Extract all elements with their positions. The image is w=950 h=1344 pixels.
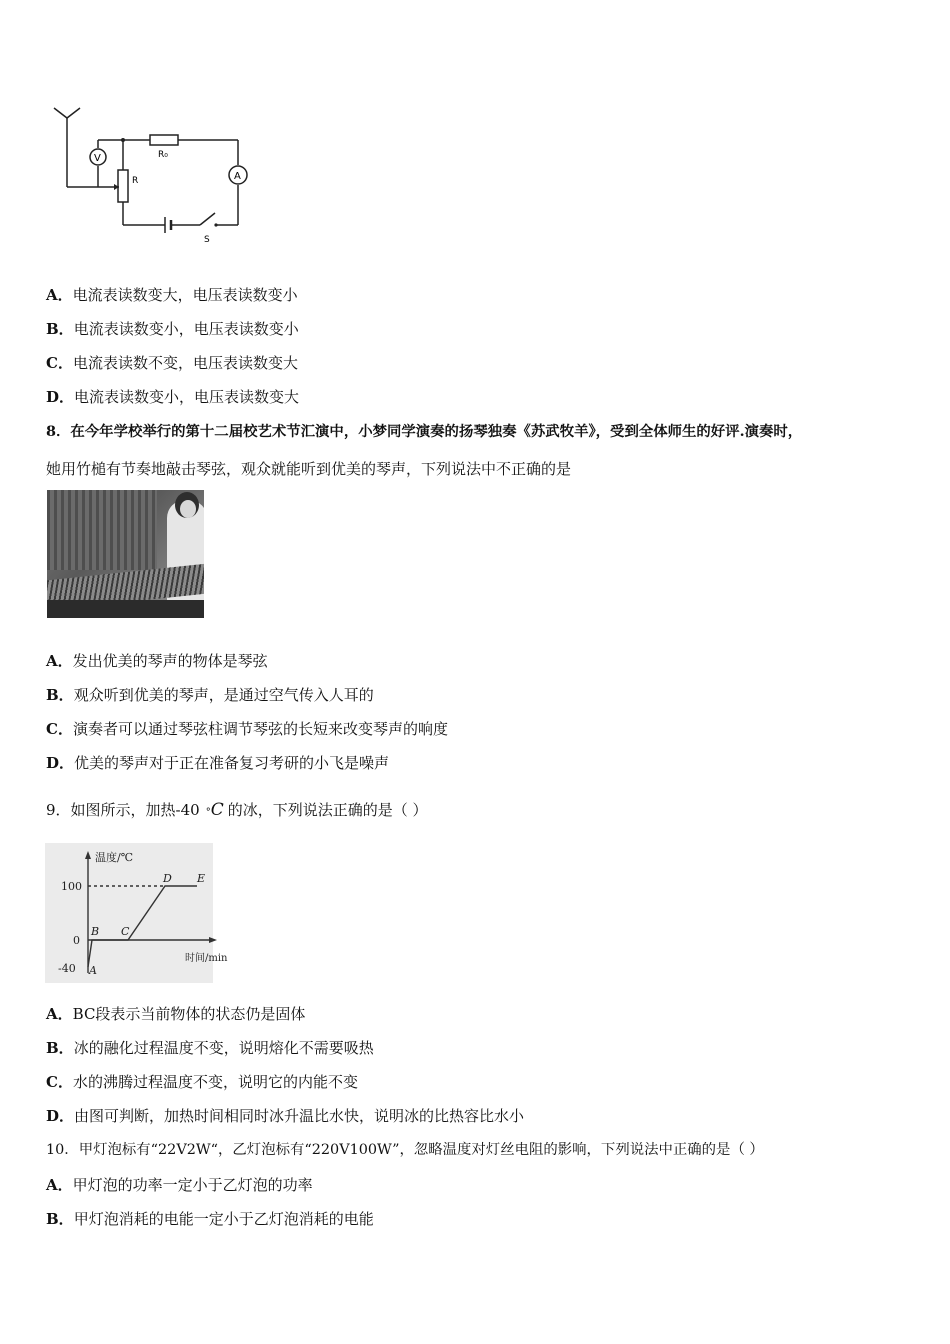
option-text: 水的沸腾过程温度不变，说明它的内能不变 [72,1073,358,1091]
q9-stem-start: 9．如图所示，加热-40 [46,801,200,819]
option-text: BC段表示当前物体的状态仍是固体 [72,1005,306,1023]
q8-option-a [46,651,268,671]
option-text: 甲灯泡消耗的电能一定小于乙灯泡消耗的电能 [73,1210,374,1228]
q10-option-a [46,1175,313,1195]
option-label: D． [46,1107,75,1125]
tick-0: 0 [73,934,80,947]
q8-option-b [46,685,374,705]
ammeter-label: A [234,171,241,182]
voltmeter-label: V [94,153,101,164]
r0-label: R₀ [158,150,168,160]
tick-100: 100 [61,880,82,893]
option-text: 电流表读数变小，电压表读数变大 [74,388,300,406]
heating-curve [88,886,197,967]
point-b: B [91,925,100,938]
option-label: A． [46,286,73,304]
degree-sign: ° [205,807,211,818]
q7-option-c [46,353,298,373]
circuit-diagram [40,100,270,250]
option-label: A． [46,652,73,670]
q7-option-a [46,285,298,305]
switch-label: S [204,235,210,245]
q8-stem-line1: 8．在今年学校举行的第十二届校艺术节汇演中，小梦同学演奏的扬琴独奏《苏武牧羊》，受到全体师生的好评.演奏时， [46,423,803,440]
option-label: B． [46,1039,74,1057]
rheostat-label: R [132,176,139,186]
q9-option-a [46,1004,305,1024]
celsius-c: C [210,800,224,820]
option-text: 观众听到优美的琴声，是通过空气传入人耳的 [73,686,374,704]
x-axis-label: 时间/min [185,953,228,964]
q9-option-d [46,1106,524,1126]
q10-stem: 10．甲灯泡标有“22V2W“，乙灯泡标有“220V100W”，忽略温度对灯丝电阻的影响，下列说法中正确的是（ ） [46,1142,764,1158]
y-axis-label: 温度/℃ [95,851,134,864]
option-label: A． [46,1005,73,1023]
option-text: 优美的琴声对于正在准备复习考研的小飞是噪声 [74,754,390,772]
option-text: 由图可判断，加热时间相同时冰升温比水快，说明冰的比热容比水小 [74,1107,525,1125]
option-label: C． [46,1073,73,1091]
zither-performance-photo [47,490,204,618]
point-c: C [121,925,130,938]
option-label: C． [46,720,73,738]
option-label: B． [46,320,74,338]
tick-minus-40: -40 [58,962,76,975]
q7-option-b [46,319,299,339]
option-text: 电流表读数不变，电压表读数变大 [72,354,298,372]
q9-stem [46,800,427,820]
q9-option-c [46,1072,358,1092]
point-d: D [163,872,172,885]
option-label: D． [46,388,75,406]
option-text: 甲灯泡的功率一定小于乙灯泡的功率 [72,1176,313,1194]
option-label: A． [46,1176,73,1194]
q8-option-d [46,753,389,773]
point-a: A [89,964,97,977]
option-label: D． [46,754,75,772]
q9-option-b [46,1038,374,1058]
option-text: 冰的融化过程温度不变，说明熔化不需要吸热 [73,1039,374,1057]
q8-stem-line2: 她用竹槌有节奏地敲击琴弦，观众就能听到优美的琴声，下列说法中不正确的是 [46,460,572,478]
option-label: B． [46,686,74,704]
q7-option-d [46,387,299,407]
q9-stem-end: 的冰，下列说法正确的是（ ） [227,801,428,819]
q8-option-c [46,719,448,739]
option-text: 发出优美的琴声的物体是琴弦 [72,652,268,670]
temperature-time-graph [45,843,245,983]
option-text: 电流表读数变小，电压表读数变小 [73,320,299,338]
option-text: 电流表读数变大，电压表读数变小 [72,286,298,304]
point-e: E [197,872,206,885]
option-label: C． [46,354,73,372]
option-label: B． [46,1210,74,1228]
q10-option-b [46,1209,374,1229]
option-text: 演奏者可以通过琴弦柱调节琴弦的长短来改变琴声的响度 [72,720,448,738]
